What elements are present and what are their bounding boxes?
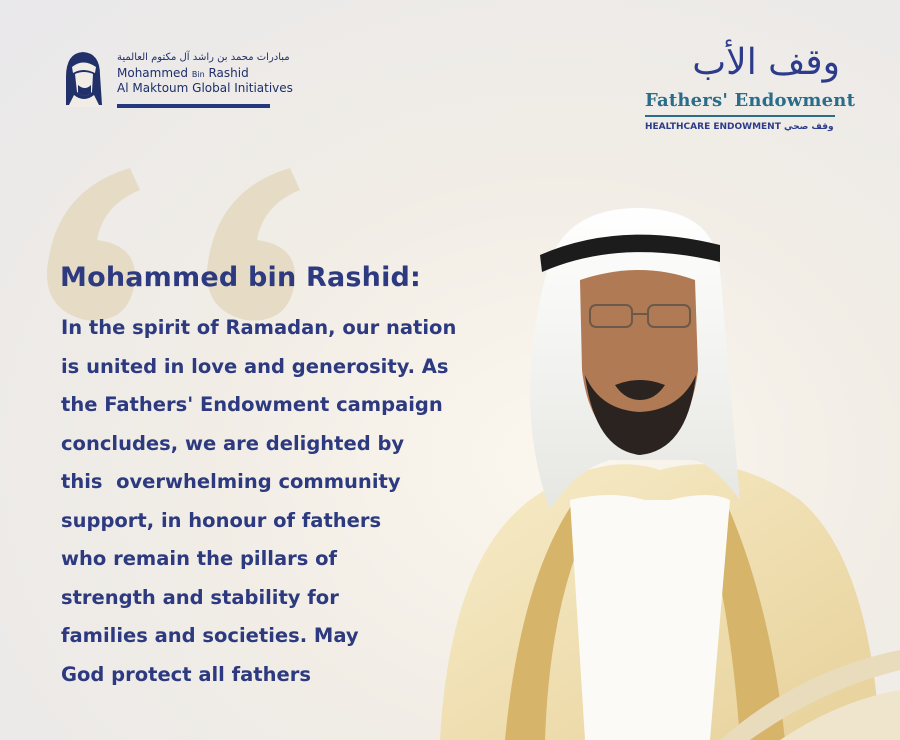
logo-divider [645,115,835,117]
quote-line: concludes, we are delighted by [61,431,405,455]
quote-line: God protect all fathers [61,662,311,686]
quote-line: who remain the pillars of [61,547,338,570]
quote-line: In the spirit of Ramadan, our nation [61,316,457,339]
quotation-mark-icon [35,160,345,330]
fathers-endowment-english: Fathers' Endowment [645,90,856,111]
quote-line: families and societies. May [61,624,359,647]
mbrgi-english-name: Mohammed Bin Rashid [117,66,249,80]
quote-text [61,314,456,699]
decorative-swoosh [720,630,900,740]
quote-line: the Fathers' Endowment campaign [61,393,443,416]
quote-line: is united in love and generosity. As [61,354,449,378]
speaker-heading: Mohammed bin Rashid: [60,262,422,293]
mbrgi-arabic-name: مبادرات محمد بن راشد آل مكتوم العالمية [117,52,290,63]
quote-line: support, in honour of fathers [61,508,382,532]
quote-line: this overwhelming community [61,470,401,493]
fathers-endowment-logo [635,42,856,137]
fathers-endowment-arabic: وقف الأب [692,42,840,83]
mbrgi-logo [58,47,318,109]
healthcare-endowment-subtitle: HEALTHCARE ENDOWMENT وقف صحي [645,122,834,132]
logo-underline [117,104,270,108]
portrait-emblem-icon [58,47,104,109]
quote-line: strength and stability for [61,585,339,609]
mbrgi-english-line2: Al Maktoum Global Initiatives [117,81,293,95]
